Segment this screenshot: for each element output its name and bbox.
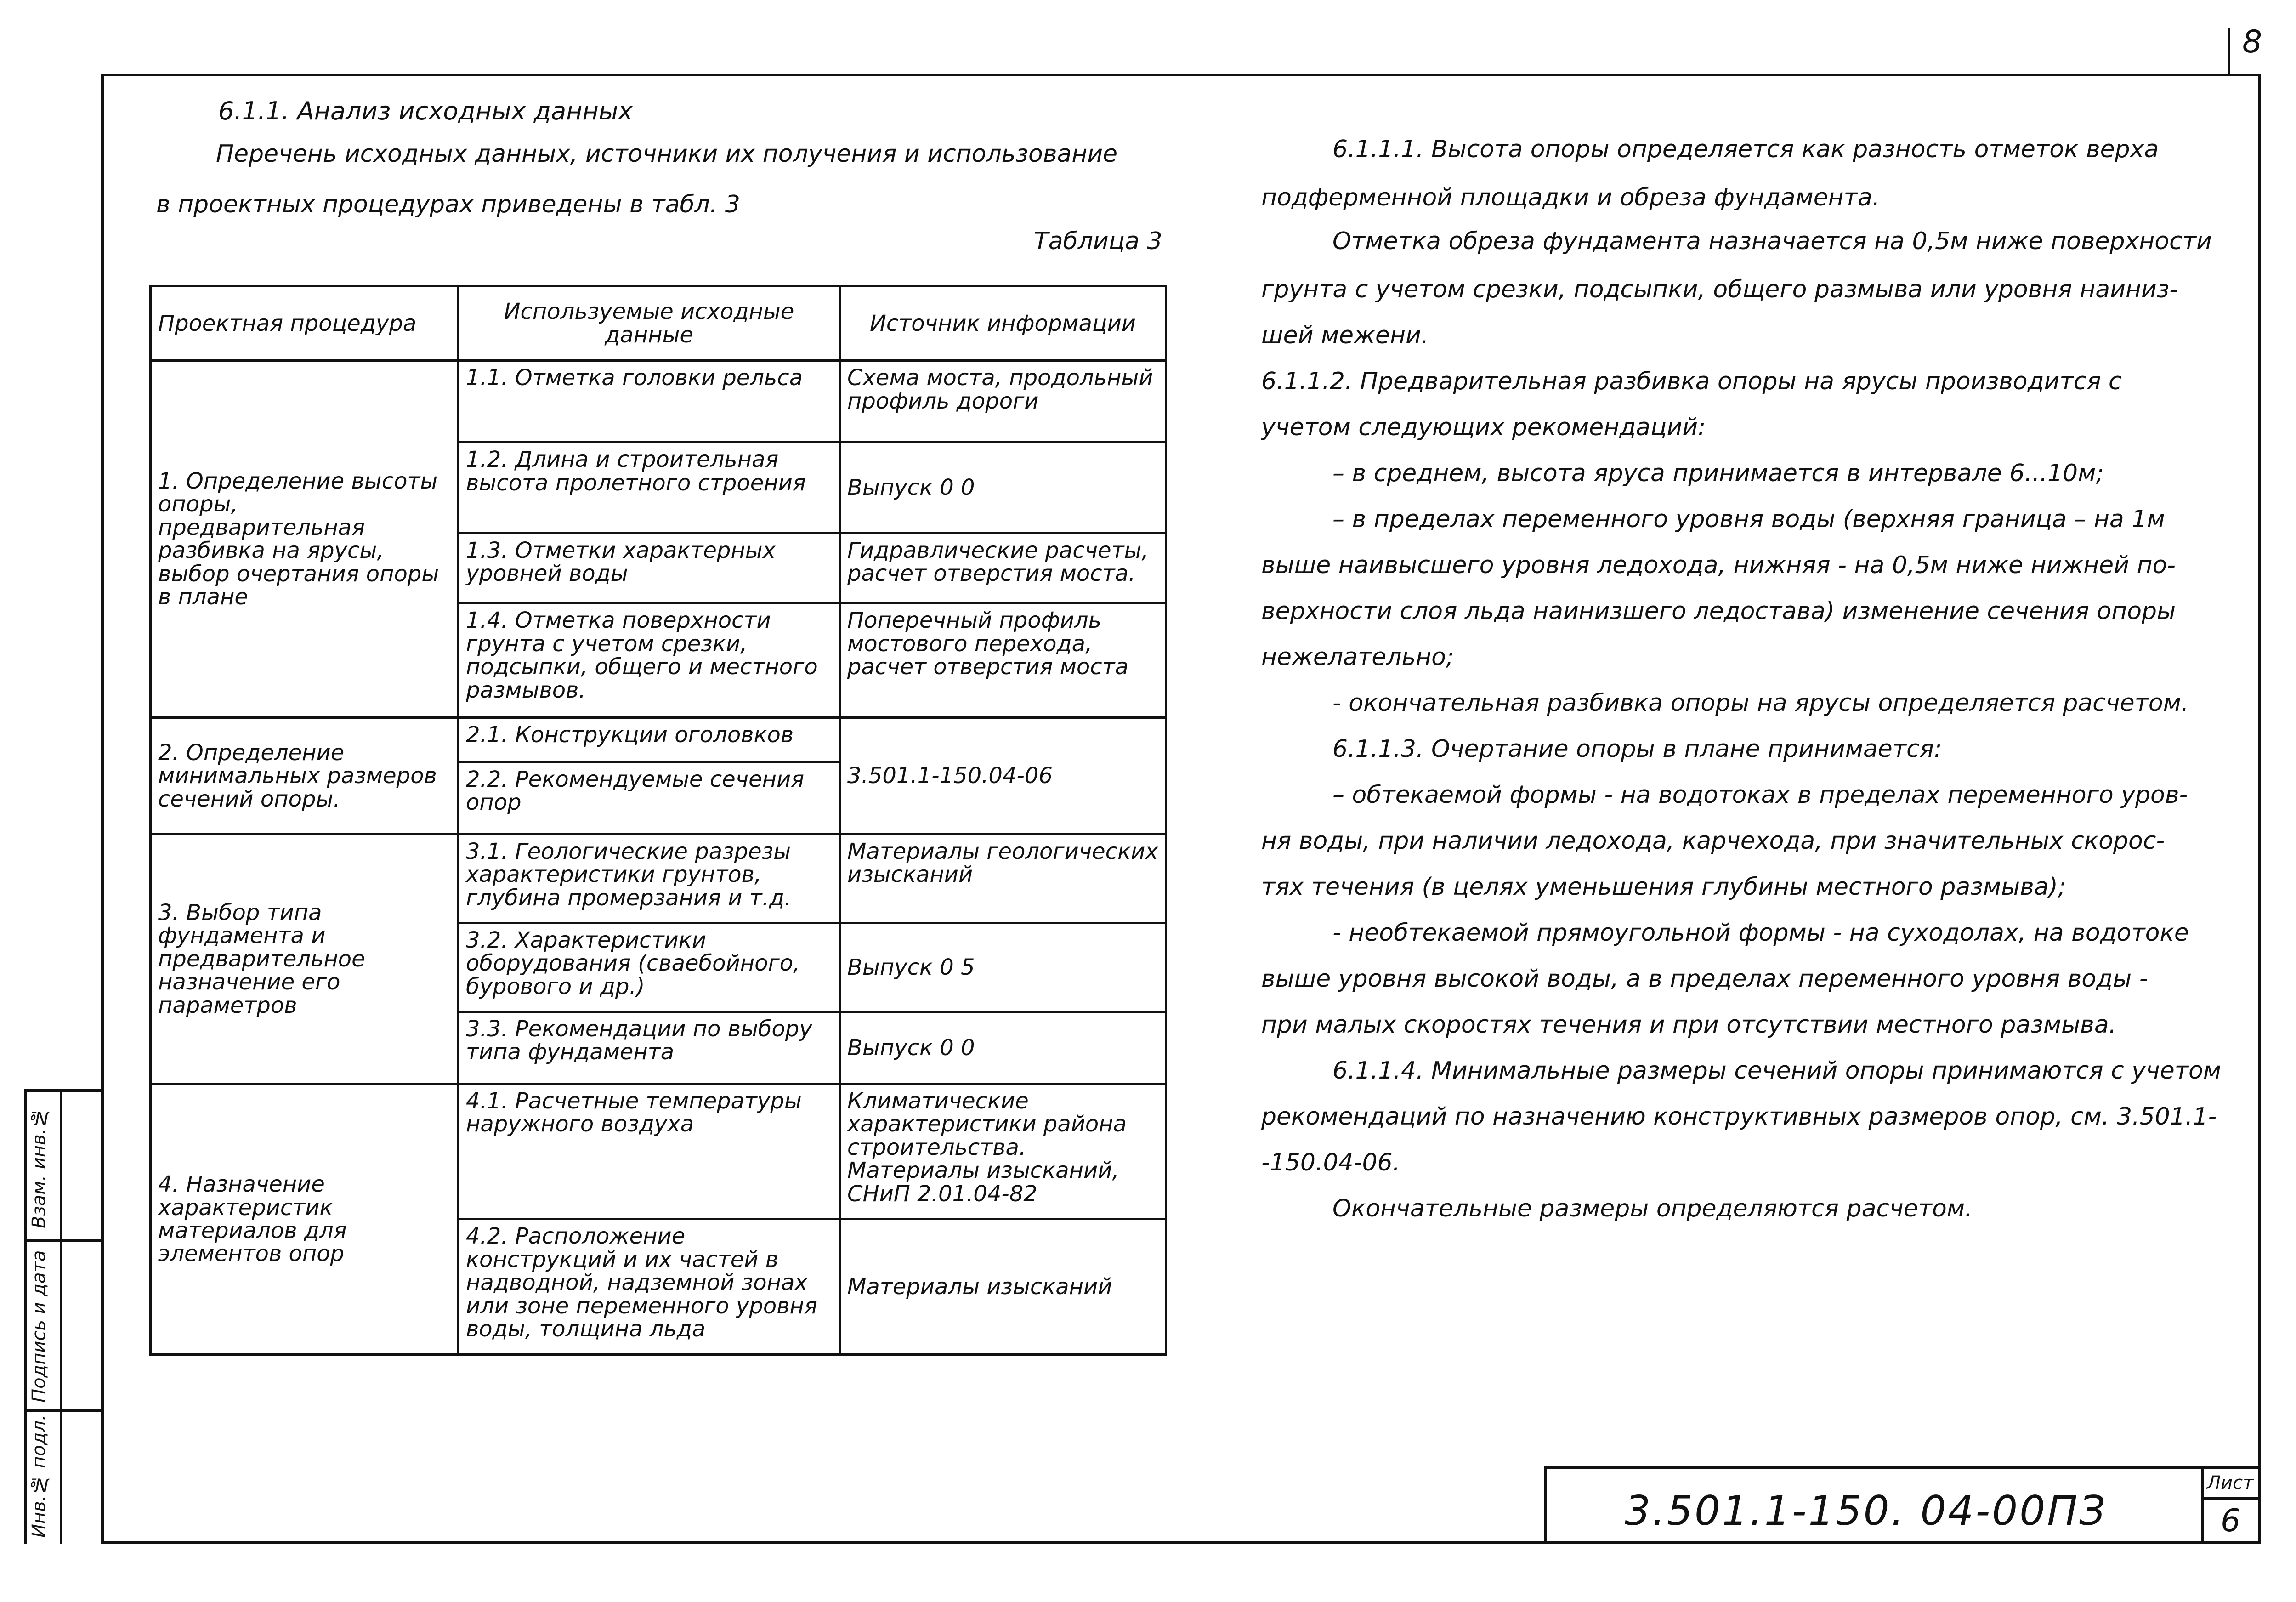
side-stamp-row-divider	[27, 1239, 101, 1242]
signature-date-label: Подпись и дата	[28, 1250, 50, 1403]
page-number: 8	[2242, 24, 2262, 60]
procedure-cell: 2. Определение минимальных размеров сечений опоры.	[151, 718, 459, 835]
sheet-label: Лист	[2207, 1472, 2254, 1494]
data-cell: 3.1. Геологические разрезы характеристики грунтов, глубина промерзания и т.д.	[459, 834, 840, 923]
paragraph-line: нежелательно;	[1261, 643, 1454, 671]
paragraph-line: шей межени.	[1261, 322, 1429, 349]
source-cell: Климатические характеристики района строительства. Материалы изысканий, СНиП 2.01.04-82	[840, 1084, 1166, 1219]
table-caption: Таблица 3	[1034, 227, 1162, 255]
table-row	[151, 834, 1166, 923]
data-cell: 3.3. Рекомендации по выбору типа фундамента	[459, 1011, 840, 1084]
paragraph-line: 6.1.1.1. Высота опоры определяется как разность отметок верха	[1332, 136, 2159, 163]
data-cell: 2.1. Конструкции оголовков	[459, 718, 840, 762]
data-cell: 4.2. Расположение конструкций и их частей в надводной, надземной зонах или зоне переменного уровня воды, толщина льда	[459, 1219, 840, 1355]
data-cell: 2.2. Рекомендуемые сечения опор	[459, 762, 840, 834]
document-code: 3.501.1-150. 04-00ПЗ	[1625, 1487, 2107, 1534]
table-header-row	[151, 286, 1166, 361]
paragraph-line: грунта с учетом срезки, подсыпки, общего размыва или уровня наиниз-	[1261, 276, 2178, 303]
title-block	[1544, 1466, 2258, 1544]
paragraph-line: – в пределах переменного уровня воды (верхняя граница – на 1м	[1332, 506, 2165, 533]
paragraph-line: рекомендаций по назначению конструктивных размеров опор, см. 3.501.1-	[1261, 1103, 2217, 1130]
source-cell: Гидравлические расчеты, расчет отверстия моста.	[840, 534, 1166, 603]
column-header: Проектная процедура	[151, 286, 459, 361]
side-stamp	[24, 1089, 101, 1544]
paragraph-line: верхности слоя льда наинизшего ледостава) изменение сечения опоры	[1261, 597, 2176, 625]
side-stamp-row-divider	[27, 1409, 101, 1412]
paragraph-line: выше уровня высокой воды, а в пределах переменного уровня воды -	[1261, 965, 2148, 993]
procedure-cell: 4. Назначение характеристик материалов для элементов опор	[151, 1084, 459, 1355]
data-cell: 1.1. Отметка головки рельса	[459, 361, 840, 443]
sheet-number: 6	[2221, 1503, 2241, 1539]
intro-line: в проектных процедурах приведены в табл. 3	[156, 191, 740, 218]
column-header: Используемые исходные данные	[459, 286, 840, 361]
table-row	[151, 361, 1166, 443]
sheet-box	[2201, 1469, 2258, 1544]
paragraph-line: Отметка обреза фундамента назначается на 0,5м ниже поверхности	[1332, 227, 2212, 255]
paragraph-line: -150.04-06.	[1261, 1149, 1400, 1176]
inv-no-label: Инв.№ подл.	[28, 1415, 50, 1538]
intro-line: Перечень исходных данных, источники их получения и использование	[216, 140, 1118, 168]
procedure-cell: 1. Определение высоты опоры, предварительная разбивка на ярусы, выбор очертания опоры в плане	[151, 361, 459, 718]
data-cell: 1.2. Длина и строительная высота пролетного строения	[459, 443, 840, 534]
paragraph-line: подферменной площадки и обреза фундамента.	[1261, 184, 1880, 211]
paragraph-line: 6.1.1.2. Предварительная разбивка опоры на ярусы производится с	[1261, 368, 2122, 395]
paragraph-line: выше наивысшего уровня ледохода, нижняя - на 0,5м ниже нижней по-	[1261, 551, 2176, 579]
paragraph-line: Окончательные размеры определяются расчетом.	[1332, 1195, 1973, 1222]
sheet-box-divider	[2204, 1497, 2258, 1500]
data-cell: 3.2. Характеристики оборудования (сваебойного, бурового и др.)	[459, 923, 840, 1011]
paragraph-line: – обтекаемой формы - на водотоках в пределах переменного уров-	[1332, 781, 2188, 809]
table-row	[151, 718, 1166, 762]
paragraph-line: – в среднем, высота яруса принимается в интервале 6...10м;	[1332, 460, 2104, 487]
source-cell: Схема моста, продольный профиль дороги	[840, 361, 1166, 443]
data-table	[149, 285, 1167, 1356]
data-cell: 1.3. Отметки характерных уровней воды	[459, 534, 840, 603]
source-cell: Материалы геологических изысканий	[840, 834, 1166, 923]
data-cell: 4.1. Расчетные температуры наружного воздуха	[459, 1084, 840, 1219]
source-cell: Выпуск 0 5	[840, 923, 1166, 1011]
page-number-mark	[2228, 28, 2230, 74]
section-heading: 6.1.1. Анализ исходных данных	[218, 97, 633, 125]
paragraph-line: 6.1.1.4. Минимальные размеры сечений опоры принимаются с учетом	[1332, 1057, 2222, 1085]
data-cell: 1.4. Отметка поверхности грунта с учетом срезки, подсыпки, общего и местного размывов.	[459, 603, 840, 718]
paragraph-line: тях течения (в целях уменьшения глубины местного размыва);	[1261, 873, 2066, 901]
paragraph-line: - необтекаемой прямоугольной формы - на суходолах, на водотоке	[1332, 919, 2189, 947]
table-row	[151, 1084, 1166, 1219]
paragraph-line: - окончательная разбивка опоры на ярусы определяется расчетом.	[1332, 689, 2189, 717]
source-cell: Выпуск 0 0	[840, 443, 1166, 534]
source-cell: Выпуск 0 0	[840, 1011, 1166, 1084]
side-stamp-divider	[60, 1092, 62, 1544]
procedure-cell: 3. Выбор типа фундамента и предварительное назначение его параметров	[151, 834, 459, 1084]
paragraph-line: 6.1.1.3. Очертание опоры в плане принимается:	[1332, 735, 1942, 763]
source-cell: 3.501.1-150.04-06	[840, 718, 1166, 835]
column-header: Источник информации	[840, 286, 1166, 361]
replace-inv-label: Взам. инв.№	[28, 1107, 50, 1228]
source-cell: Материалы изысканий	[840, 1219, 1166, 1355]
paragraph-line: учетом следующих рекомендаций:	[1261, 414, 1706, 441]
source-cell: Поперечный профиль мостового перехода, расчет отверстия моста	[840, 603, 1166, 718]
paragraph-line: ня воды, при наличии ледохода, карчехода, при значительных скорос-	[1261, 827, 2165, 855]
paragraph-line: при малых скоростях течения и при отсутствии местного размыва.	[1261, 1011, 2117, 1039]
